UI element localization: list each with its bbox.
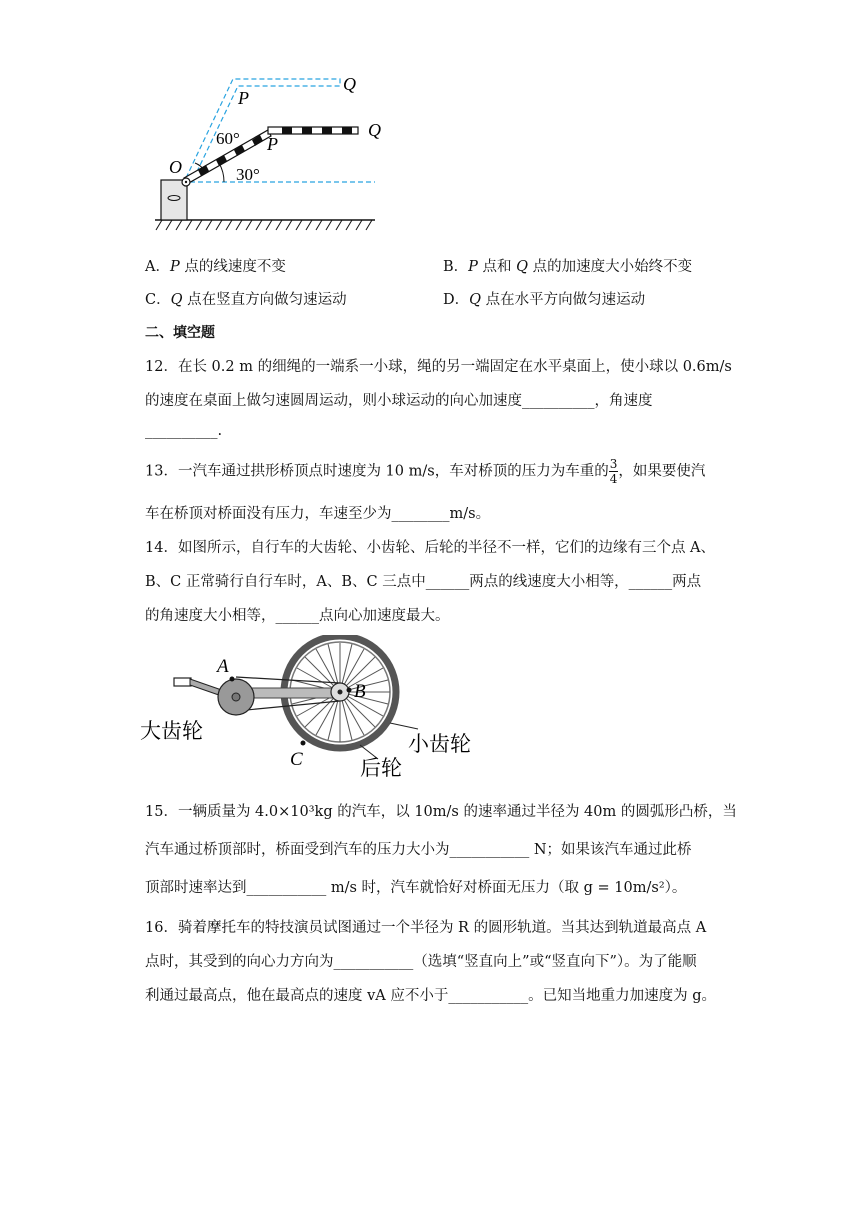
q16-line3: 利通过最高点，他在最高点的速度 vA 应不小于___________。已知当地重力加速度为 g。 — [145, 988, 717, 1004]
q12-line3: __________. — [145, 423, 223, 439]
label-C: C — [290, 749, 303, 770]
fraction-3-4: $\frac{3}{4}$ — [609, 457, 618, 486]
label-Q: Q — [368, 120, 381, 140]
q14-line2: B、C 正常骑行自行车时，A、B、C 三点中______两点的线速度大小相等，______两点 — [145, 574, 702, 590]
q12-line2: 的速度在桌面上做匀速圆周运动，则小球运动的向心加速度__________，角速度 — [145, 393, 653, 409]
label-P-top: P — [238, 88, 249, 108]
label-big-gear: 大齿轮 — [140, 719, 203, 743]
q15-line1: 15．一辆质量为 4.0×10³kg 的汽车，以 10m/s 的速率通过半径为 40m 的圆弧形凸桥，当 — [145, 804, 737, 820]
angle-60-label: 60° — [216, 129, 240, 148]
q15-line3: 顶部时速率达到___________ m/s 时，汽车就恰好对桥面无压力（取 g = 10m/s²）。 — [145, 880, 687, 896]
q15-line2: 汽车通过桥顶部时，桥面受到汽车的压力大小为___________ N；如果该汽车通过此桥 — [145, 842, 692, 858]
point-B — [347, 688, 352, 693]
barrier-gate-figure — [150, 60, 390, 240]
angle-30-label: 30° — [236, 165, 260, 184]
gate-arm-upper — [268, 127, 358, 134]
frame-stay — [240, 688, 338, 698]
q13-line2: 车在桥顶对桥面没有压力，车速至少为________m/s。 — [145, 506, 491, 522]
ground-hatch — [156, 220, 372, 230]
q14-line3: 的角速度大小相等，______点向心加速度最大。 — [145, 608, 450, 624]
q13-line1: 13．一汽车通过拱形桥顶点时速度为 10 m/s，车对桥顶的压力为车重的 $\frac{3}{4}$ ，如果要使汽 — [145, 457, 706, 486]
label-P: P — [267, 134, 278, 154]
q16-line2: 点时，其受到的向心力方向为___________（选填“竖直向上”或“竖直向下”）。为了能顺 — [145, 954, 697, 970]
q12-line1: 12．在长 0.2 m 的细绳的一端系一小球，绳的另一端固定在水平桌面上，使小球以 0.6m/s — [145, 359, 732, 375]
point-C — [301, 741, 306, 746]
label-A: A — [217, 656, 229, 677]
label-B: B — [354, 681, 366, 702]
label-small-gear: 小齿轮 — [408, 732, 471, 756]
section-title: 二、填空题 — [145, 325, 215, 341]
bicycle-gears-figure — [140, 635, 480, 780]
point-A — [230, 677, 235, 682]
q16-line1: 16．骑着摩托车的特技演员试图通过一个半径为 R 的圆形轨道。当其达到轨道最高点 A — [145, 920, 707, 936]
label-O: O — [169, 157, 182, 177]
option-D: D．Q 点在水平方向做匀速运动 — [443, 292, 646, 308]
label-rear-wheel: 后轮 — [360, 756, 402, 780]
label-Q-top: Q — [343, 74, 356, 94]
option-C: C．Q 点在竖直方向做匀速运动 — [145, 292, 347, 308]
pedal — [174, 678, 191, 686]
option-A: A．P 点的线速度不变 — [145, 259, 286, 275]
q14-line1: 14．如图所示，自行车的大齿轮、小齿轮、后轮的半径不一样，它们的边缘有三个点 A、 — [145, 540, 716, 556]
option-B: B．P 点和 Q 点的加速度大小始终不变 — [443, 259, 693, 275]
